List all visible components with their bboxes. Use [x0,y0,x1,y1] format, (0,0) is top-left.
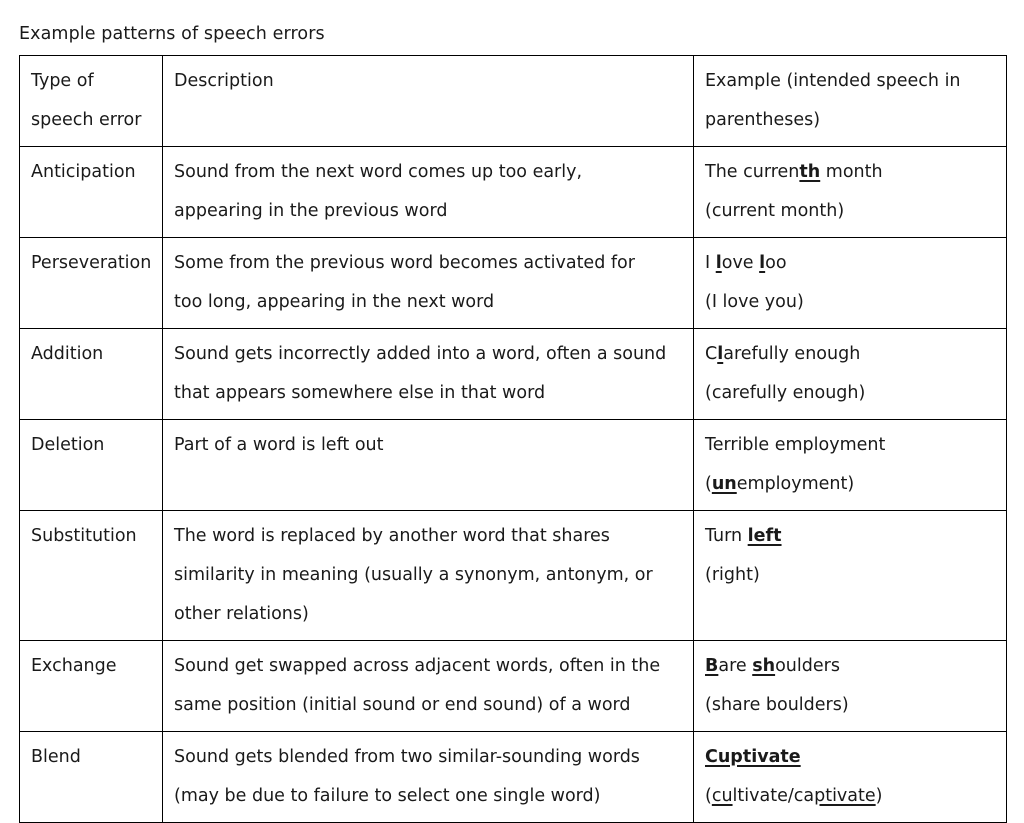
header-type-line-1: Type of [31,71,94,91]
example-cell [694,732,1007,823]
type-cell [20,511,163,641]
type-label: Anticipation [31,162,136,182]
table-row [20,238,1007,329]
description-line: same position (initial sound or end sound) of a word [174,695,631,715]
type-cell [20,147,163,238]
intended-speech: (I love you) [705,292,804,312]
header-example [694,56,1007,147]
description-line: similarity in meaning (usually a synonym, antonym, or [174,565,653,585]
example-text: ( [705,474,712,494]
description-line: The word is replaced by another word that shares [174,526,610,546]
error-segment: cu [711,786,733,806]
type-cell [20,732,163,823]
type-label: Exchange [31,656,117,676]
description-cell [163,329,694,420]
example-text: are [718,656,753,676]
example-line [705,335,996,374]
speech-errors-table [19,55,1007,823]
error-segment: l [717,344,724,364]
description-line: Sound gets incorrectly added into a word, often a sound [174,344,667,364]
example-text: ove [721,253,760,273]
example-line [705,738,996,777]
header-description-line-1: Description [174,71,274,91]
example-text: employment) [736,474,855,494]
header-description [163,56,694,147]
example-text: ( [705,786,712,806]
example-cell [694,420,1007,511]
description-line: Some from the previous word becomes activated for [174,253,635,273]
example-text: month [820,162,883,182]
example-line [705,647,996,686]
example-text: ltivate/ca [732,786,815,806]
intended-speech: (share boulders) [705,695,849,715]
type-cell [20,641,163,732]
type-label: Addition [31,344,104,364]
description-line: other relations) [174,604,309,624]
example-text: oo [765,253,787,273]
description-line: (may be due to failure to select one single word) [174,786,601,806]
description-cell [163,238,694,329]
error-segment: th [799,162,821,182]
example-line [705,153,996,192]
example-line: Terrible employment [705,435,886,455]
example-line [705,517,996,556]
type-label: Perseveration [31,253,152,273]
example-cell [694,511,1007,641]
table-row [20,420,1007,511]
table-row [20,511,1007,641]
table-row [20,147,1007,238]
example-text: Turn [705,526,748,546]
example-text: ) [875,786,883,806]
error-segment: B [705,656,719,676]
example-text: The curren [705,162,800,182]
error-segment: sh [752,656,776,676]
description-line: appearing in the previous word [174,201,448,221]
description-line: Sound get swapped across adjacent words, often in the [174,656,661,676]
description-line: Sound from the next word comes up too early, [174,162,583,182]
table-caption: Example patterns of speech errors [19,24,325,44]
type-label: Substitution [31,526,137,546]
example-text: arefully enough [723,344,861,364]
type-label: Blend [31,747,81,767]
error-segment: un [711,474,737,494]
example-cell [694,641,1007,732]
table-header-row [20,56,1007,147]
description-line: that appears somewhere else in that word [174,383,546,403]
description-cell [163,511,694,641]
example-cell [694,329,1007,420]
example-line [705,244,996,283]
header-type [20,56,163,147]
error-segment: Cuptivate [705,747,801,767]
example-cell [694,238,1007,329]
header-type-line-2: speech error [31,110,142,130]
table-row [20,641,1007,732]
intended-speech: (current month) [705,201,845,221]
table-row [20,329,1007,420]
example-cell [694,147,1007,238]
example-text: I [705,253,716,273]
header-example-line-2: parentheses) [705,110,821,130]
description-cell [163,420,694,511]
example-text: oulders [775,656,840,676]
intended-speech [705,777,996,816]
intended-speech: (right) [705,565,760,585]
error-segment: l [715,253,722,273]
table-row [20,732,1007,823]
description-line: Part of a word is left out [174,435,384,455]
description-cell [163,732,694,823]
header-example-line-1: Example (intended speech in [705,71,961,91]
type-cell [20,420,163,511]
error-segment: ptivate [814,786,876,806]
example-text: C [705,344,718,364]
intended-speech [705,465,996,504]
type-cell [20,329,163,420]
description-cell [163,147,694,238]
error-segment: left [747,526,782,546]
description-line: too long, appearing in the next word [174,292,495,312]
intended-speech: (carefully enough) [705,383,866,403]
type-label: Deletion [31,435,105,455]
type-cell [20,238,163,329]
description-line: Sound gets blended from two similar-sounding words [174,747,640,767]
error-segment: l [759,253,766,273]
description-cell [163,641,694,732]
